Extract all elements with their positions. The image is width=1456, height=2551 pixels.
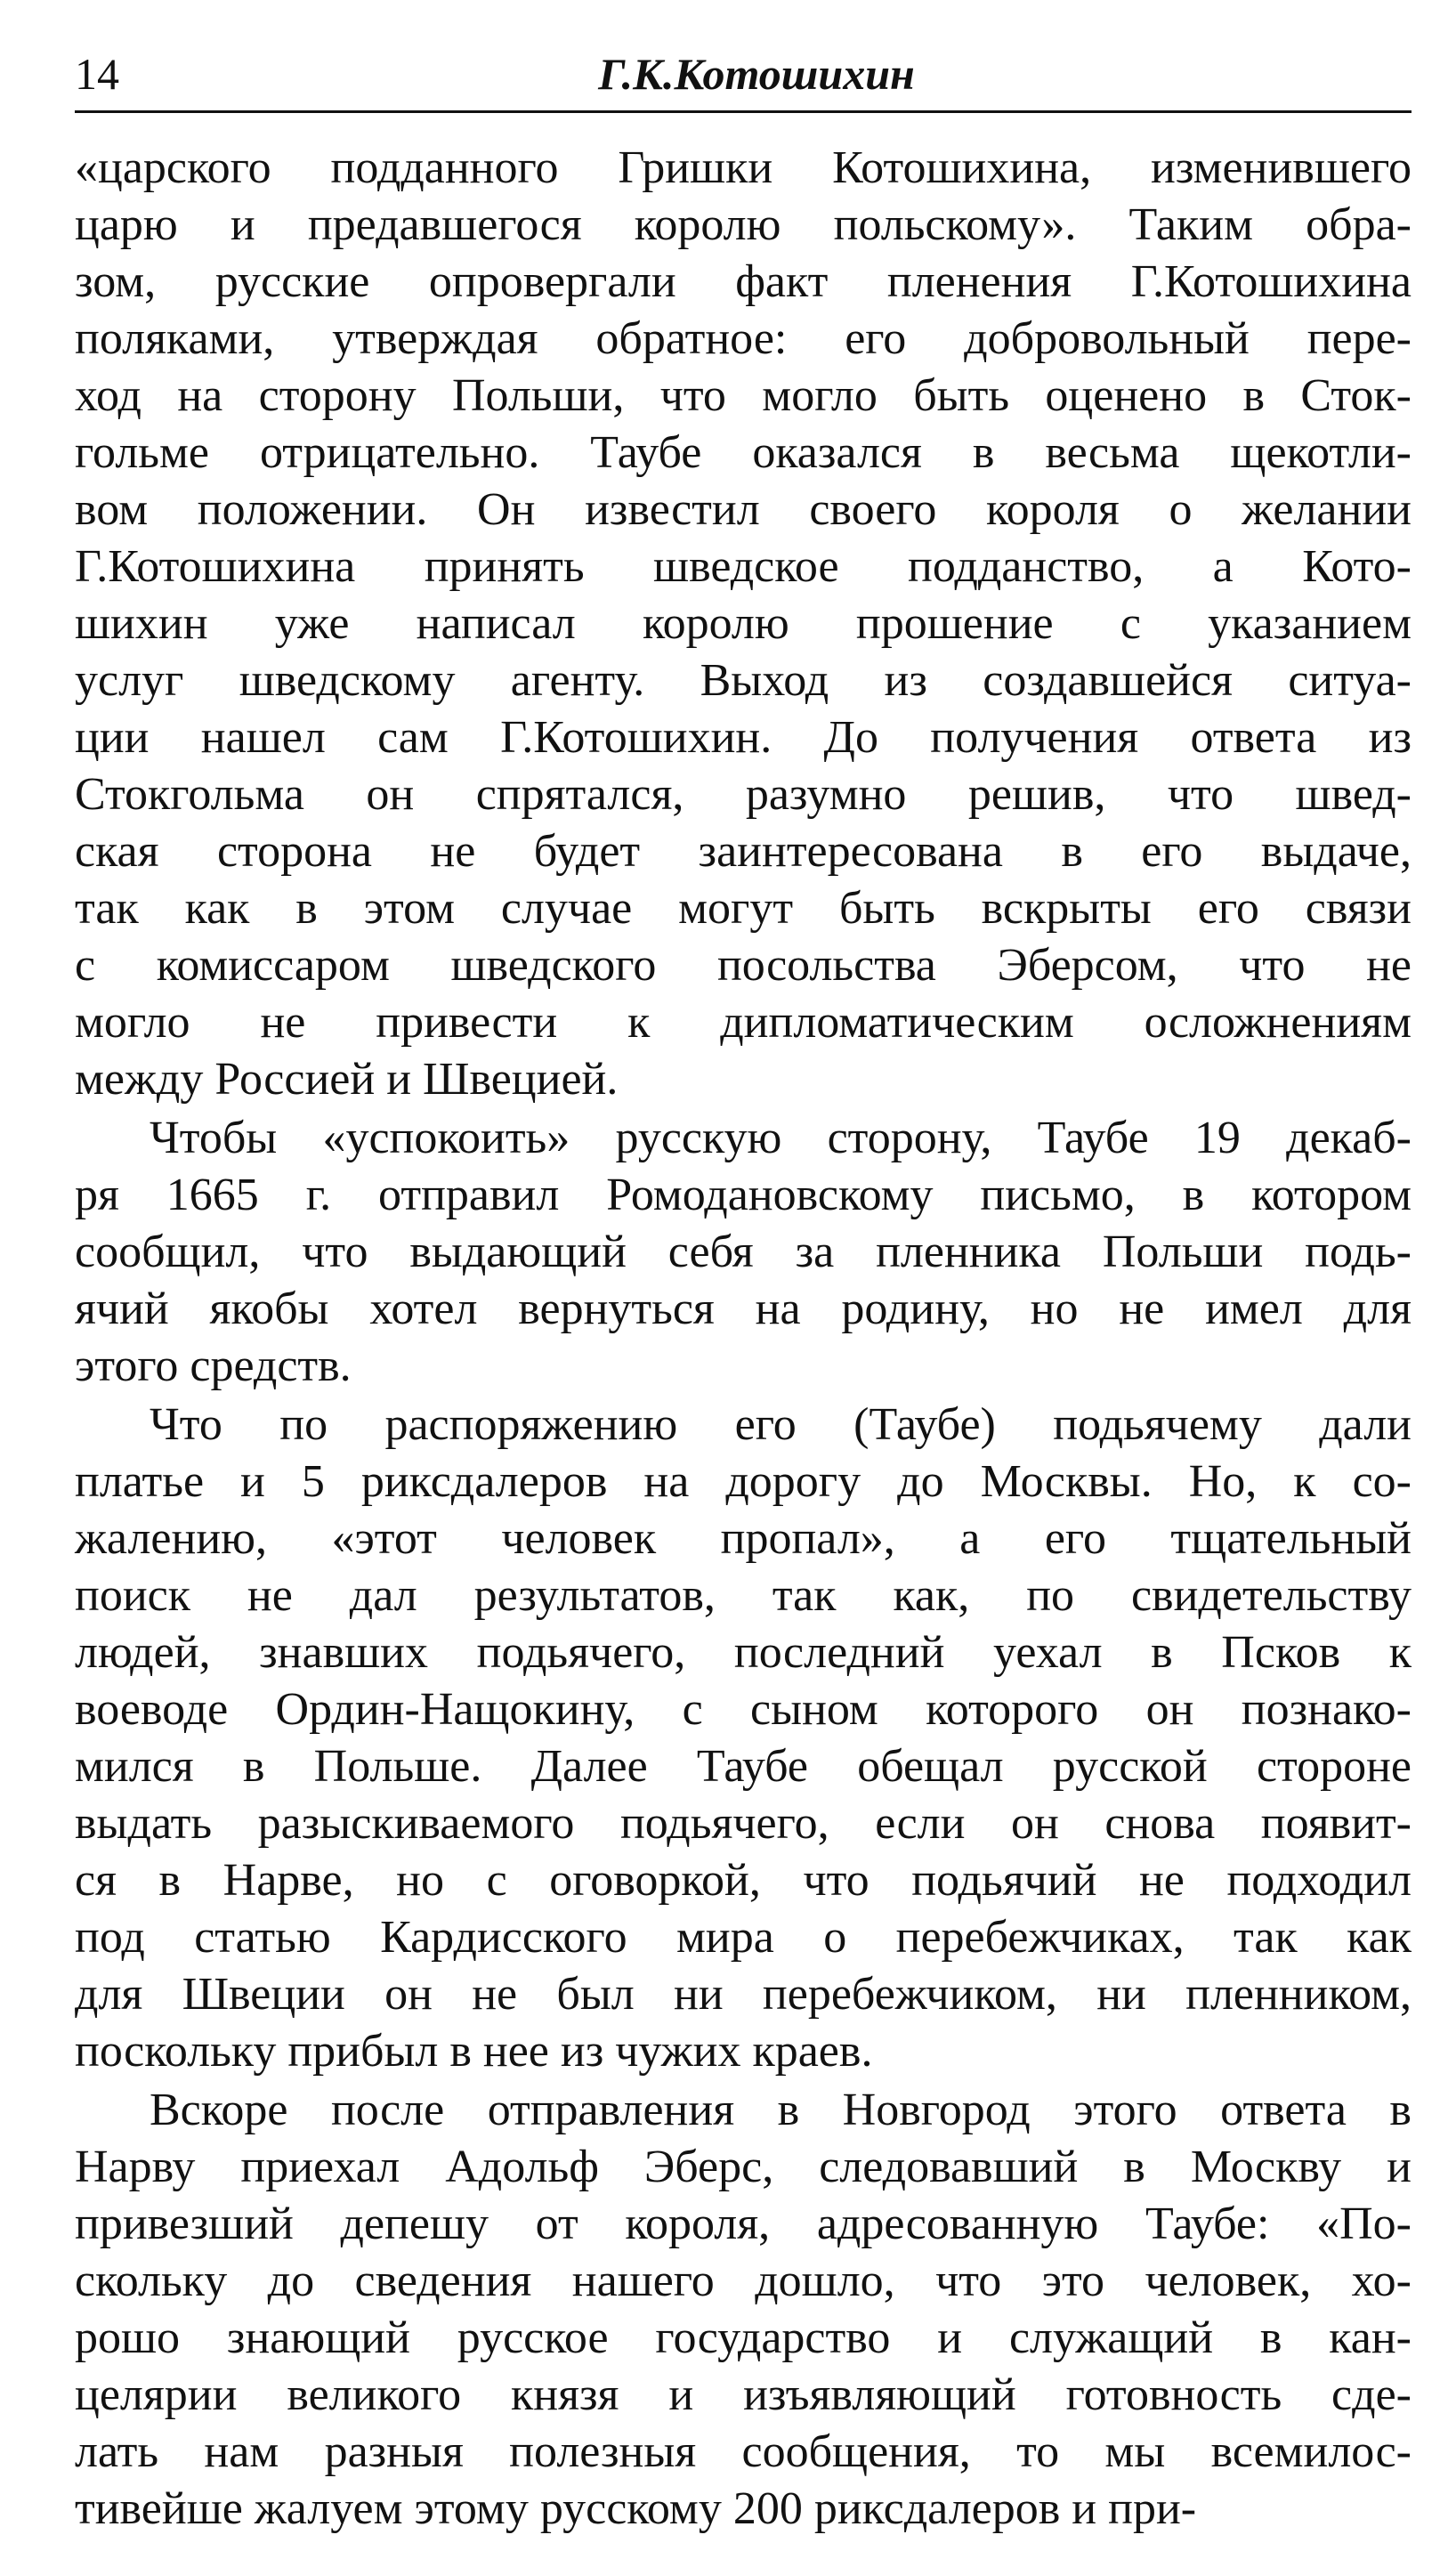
text-line: «царского подданного Гришки Котошихина, изменившего xyxy=(75,142,1412,193)
page-number: 14 xyxy=(75,49,119,99)
paragraph-p4 xyxy=(75,2082,1412,2538)
text-line: для Швеции он не был ни перебежчиком, ни пленником, xyxy=(75,1969,1412,2020)
running-title: Г.К.Котошихин xyxy=(598,49,915,99)
paragraph-p1 xyxy=(75,140,1412,1108)
text-line: так как в этом случае могут быть вскрыты его связи xyxy=(75,883,1412,934)
text-line: под статью Кардисского мира о перебежчиках, так как xyxy=(75,1912,1412,1963)
text-line: целярии великого князя и изъявляющий готовность сде- xyxy=(75,2369,1412,2420)
text-line: царю и предавшегося королю польскому». Таким обра- xyxy=(75,199,1412,250)
text-line: Нарву приехал Адольф Эберс, следовавший в Москву и xyxy=(75,2142,1412,2192)
text-line: между Россией и Швецией. xyxy=(75,1054,619,1105)
text-line: этого средств. xyxy=(75,1340,352,1391)
text-line: с комиссаром шведского посольства Эберсом, что не xyxy=(75,940,1412,991)
text-line: Вскоре после отправления в Новгород этого ответа в xyxy=(150,2085,1412,2135)
text-line: скольку до сведения нашего дошло, что это человек, хо- xyxy=(75,2255,1412,2306)
text-line: шихин уже написал королю прошение с указанием xyxy=(75,598,1412,649)
page xyxy=(75,46,1412,2538)
text-line: поскольку прибыл в нее из чужих краев. xyxy=(75,2026,873,2077)
text-line: Что по распоряжению его (Таубе) подьячему дали xyxy=(150,1399,1412,1450)
text-line: воеводе Ордин-Нащокину, с сыном которого он познако- xyxy=(75,1684,1412,1735)
text-line: гольме отрицательно. Таубе оказался в весьма щекотли- xyxy=(75,427,1412,478)
text-line: ся в Нарве, но с оговоркой, что подьячий не подходил xyxy=(75,1855,1412,1906)
text-line: ская сторона не будет заинтересована в его выдаче, xyxy=(75,826,1412,877)
text-line: рошо знающий русское государство и служащий в кан- xyxy=(75,2312,1412,2363)
text-line: поиск не дал результатов, так как, по свидетельству xyxy=(75,1570,1412,1621)
body-text xyxy=(75,140,1412,2538)
text-line: тивейше жалуем этому русскому 200 риксдалеров и при- xyxy=(75,2483,1197,2534)
text-line: выдать разыскиваемого подьячего, если он снова появит- xyxy=(75,1798,1412,1849)
text-line: ячий якобы хотел вернуться на родину, но не имел для xyxy=(75,1284,1412,1334)
text-line: Г.Котошихина принять шведское подданство, а Кото- xyxy=(75,541,1412,592)
text-line: мился в Польше. Далее Таубе обещал русской стороне xyxy=(75,1741,1412,1792)
text-line: платье и 5 риксдалеров на дорогу до Москвы. Но, к со- xyxy=(75,1456,1412,1507)
text-line: услуг шведскому агенту. Выход из создавшейся ситуа- xyxy=(75,655,1412,706)
text-line: ря 1665 г. отправил Ромодановскому письмо, в котором xyxy=(75,1170,1412,1220)
text-line: могло не привести к дипломатическим осложнениям xyxy=(75,997,1412,1048)
text-line: жалению, «этот человек пропал», а его тщательный xyxy=(75,1513,1412,1564)
text-line: Чтобы «успокоить» русскую сторону, Таубе 19 декаб- xyxy=(150,1113,1412,1163)
text-line: лать нам разныя полезныя сообщения, то мы всемилос- xyxy=(75,2426,1412,2477)
paragraph-p3 xyxy=(75,1397,1412,2080)
text-line: привезший депешу от короля, адресованную Таубе: «По- xyxy=(75,2199,1412,2249)
text-line: зом, русские опровергали факт пленения Г.Котошихина xyxy=(75,256,1412,307)
text-line: людей, знавших подьячего, последний уехал в Псков к xyxy=(75,1627,1412,1678)
text-line: поляками, утверждая обратное: его добровольный пере- xyxy=(75,313,1412,364)
paragraph-p2 xyxy=(75,1110,1412,1395)
text-line: ции нашел сам Г.Котошихин. До получения ответа из xyxy=(75,712,1412,763)
text-line: вом положении. Он известил своего короля о желании xyxy=(75,484,1412,535)
text-line: Стокгольма он спрятался, разумно решив, что швед- xyxy=(75,769,1412,820)
text-line: сообщил, что выдающий себя за пленника Польши подь- xyxy=(75,1227,1412,1277)
text-line: ход на сторону Польши, что могло быть оценено в Сток- xyxy=(75,370,1412,421)
page-header xyxy=(75,46,1412,113)
